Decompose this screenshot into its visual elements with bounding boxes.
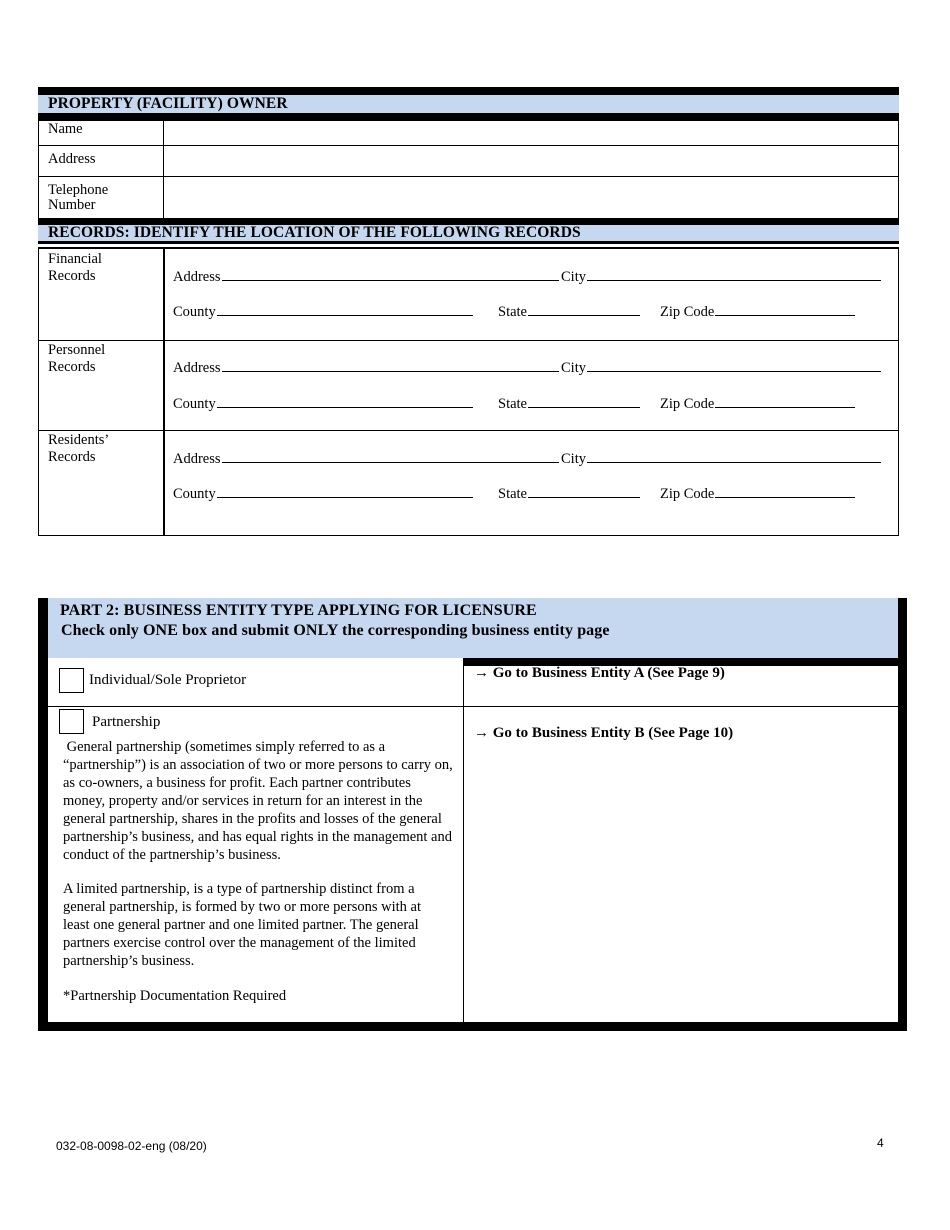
financial-zip-field[interactable]	[660, 301, 855, 321]
state-line	[528, 301, 640, 316]
owner-row-line	[38, 145, 899, 146]
owner-header-rule	[38, 113, 899, 121]
address-label: Address	[173, 360, 221, 376]
personnel-records-label	[48, 342, 105, 376]
individual-sole-proprietor-checkbox[interactable]	[59, 668, 84, 693]
financial-records-label	[48, 251, 102, 285]
partnership-checkbox[interactable]	[59, 709, 84, 734]
city-label: City	[561, 360, 586, 376]
general-p-line: General partnership (sometimes simply referred to as a	[63, 739, 386, 755]
personnel-zip-field[interactable]	[660, 393, 855, 413]
state-label: State	[498, 304, 527, 320]
residents-zip-field[interactable]	[660, 483, 855, 503]
limited-p-line: partnership’s business.	[63, 953, 195, 969]
zip-label: Zip Code	[660, 304, 715, 320]
owner-top-rule	[38, 87, 899, 95]
limited-p-line: least one general partner and one limited partner. The general	[63, 917, 419, 933]
city-label: City	[561, 269, 586, 285]
records-row-line	[38, 340, 899, 341]
telephone-label-line1: Telephone	[48, 182, 109, 198]
goto-entity-b: → Go to Business Entity B (See Page 10)	[474, 725, 734, 741]
county-label: County	[173, 396, 216, 412]
financial-label-line1: Financial	[48, 251, 102, 267]
address-line	[222, 448, 559, 463]
personnel-address-field[interactable]	[173, 357, 559, 377]
city-line	[587, 357, 881, 372]
general-p-line: as co-owners, a business for profit. Each partner contributes	[63, 775, 411, 791]
financial-label-line2: Records	[48, 268, 96, 284]
residents-label-line2: Records	[48, 449, 96, 465]
residents-state-field[interactable]	[498, 483, 640, 503]
county-line	[217, 393, 473, 408]
residents-city-field[interactable]	[561, 448, 881, 468]
partnership-documentation-note: *Partnership Documentation Required	[63, 988, 287, 1004]
zip-line	[715, 301, 855, 316]
city-line	[587, 448, 881, 463]
residents-county-field[interactable]	[173, 483, 473, 503]
general-p-line: partnership’s business, and has equal rights in the management and	[63, 829, 452, 845]
owner-left-border	[38, 121, 39, 218]
limited-p-line: general partnership, is formed by two or more persons with at	[63, 899, 421, 915]
owner-telephone-field[interactable]	[165, 178, 897, 218]
part2-bottom-frame	[38, 1022, 907, 1031]
state-label: State	[498, 486, 527, 502]
owner-section-title: PROPERTY (FACILITY) OWNER	[48, 95, 288, 112]
part2-title: PART 2: BUSINESS ENTITY TYPE APPLYING FOR LICENSURE	[60, 602, 537, 619]
general-p-line: “partnership”) is an association of two or more persons to carry on,	[63, 757, 453, 773]
zip-line	[715, 393, 855, 408]
financial-county-field[interactable]	[173, 301, 473, 321]
owner-address-label: Address	[48, 151, 96, 167]
county-line	[217, 301, 473, 316]
records-section-title: RECORDS: IDENTIFY THE LOCATION OF THE FOLLOWING RECORDS	[48, 224, 581, 241]
partnership-label: Partnership	[92, 714, 161, 730]
personnel-label-line2: Records	[48, 359, 96, 375]
financial-address-field[interactable]	[173, 266, 559, 286]
individual-sole-proprietor-label: Individual/Sole Proprietor	[89, 672, 247, 688]
state-line	[528, 393, 640, 408]
general-p-line: conduct of the partnership’s business.	[63, 847, 281, 863]
limited-p-line: A limited partnership, is a type of partnership distinct from a	[63, 881, 415, 897]
personnel-county-field[interactable]	[173, 393, 473, 413]
records-header-rule	[38, 241, 899, 244]
zip-label: Zip Code	[660, 486, 715, 502]
county-label: County	[173, 304, 216, 320]
personnel-state-field[interactable]	[498, 393, 640, 413]
part2-row-divider	[48, 706, 898, 707]
residents-label-line1: Residents’	[48, 432, 110, 448]
city-label: City	[561, 451, 586, 467]
goto-entity-a: → Go to Business Entity A (See Page 9)	[474, 665, 725, 681]
personnel-city-field[interactable]	[561, 357, 881, 377]
part2-column-divider	[463, 658, 464, 1022]
records-right-border	[898, 249, 899, 536]
residents-records-label	[48, 432, 109, 466]
zip-label: Zip Code	[660, 396, 715, 412]
address-label: Address	[173, 451, 221, 467]
residents-address-field[interactable]	[173, 448, 559, 468]
part2-left-frame	[38, 598, 48, 1030]
owner-name-label: Name	[48, 121, 83, 137]
owner-column-divider	[163, 121, 164, 218]
records-left-border	[38, 249, 39, 536]
form-id: 032-08-0098-02-eng (08/20)	[56, 1139, 207, 1153]
county-line	[217, 483, 473, 498]
general-p-line: money, property and/or services in return for an interest in the	[63, 793, 423, 809]
address-line	[222, 266, 559, 281]
owner-telephone-label	[48, 183, 108, 213]
part2-subtitle: Check only ONE box and submit ONLY the corresponding business entity page	[61, 622, 610, 639]
state-label: State	[498, 396, 527, 412]
personnel-label-line1: Personnel	[48, 342, 106, 358]
financial-city-field[interactable]	[561, 266, 881, 286]
general-p-line: general partnership, shares in the profits and losses of the general	[63, 811, 442, 827]
limited-partnership-paragraph	[63, 880, 461, 970]
part2-right-frame	[898, 598, 907, 1030]
owner-right-border	[898, 121, 899, 218]
records-row-line	[38, 430, 899, 431]
telephone-label-line2: Number	[48, 197, 96, 213]
owner-row-line	[38, 176, 899, 177]
records-column-divider	[163, 249, 165, 536]
financial-state-field[interactable]	[498, 301, 640, 321]
page-number: 4	[877, 1136, 884, 1150]
city-line	[587, 266, 881, 281]
records-bottom-line	[38, 535, 899, 536]
state-line	[528, 483, 640, 498]
address-line	[222, 357, 559, 372]
general-partnership-paragraph	[63, 738, 461, 864]
owner-name-field[interactable]	[165, 122, 897, 144]
owner-address-field[interactable]	[165, 147, 897, 175]
records-header-rule2	[38, 247, 899, 249]
county-label: County	[173, 486, 216, 502]
address-label: Address	[173, 269, 221, 285]
zip-line	[715, 483, 855, 498]
limited-p-line: partners exercise control over the management of the limited	[63, 935, 416, 951]
